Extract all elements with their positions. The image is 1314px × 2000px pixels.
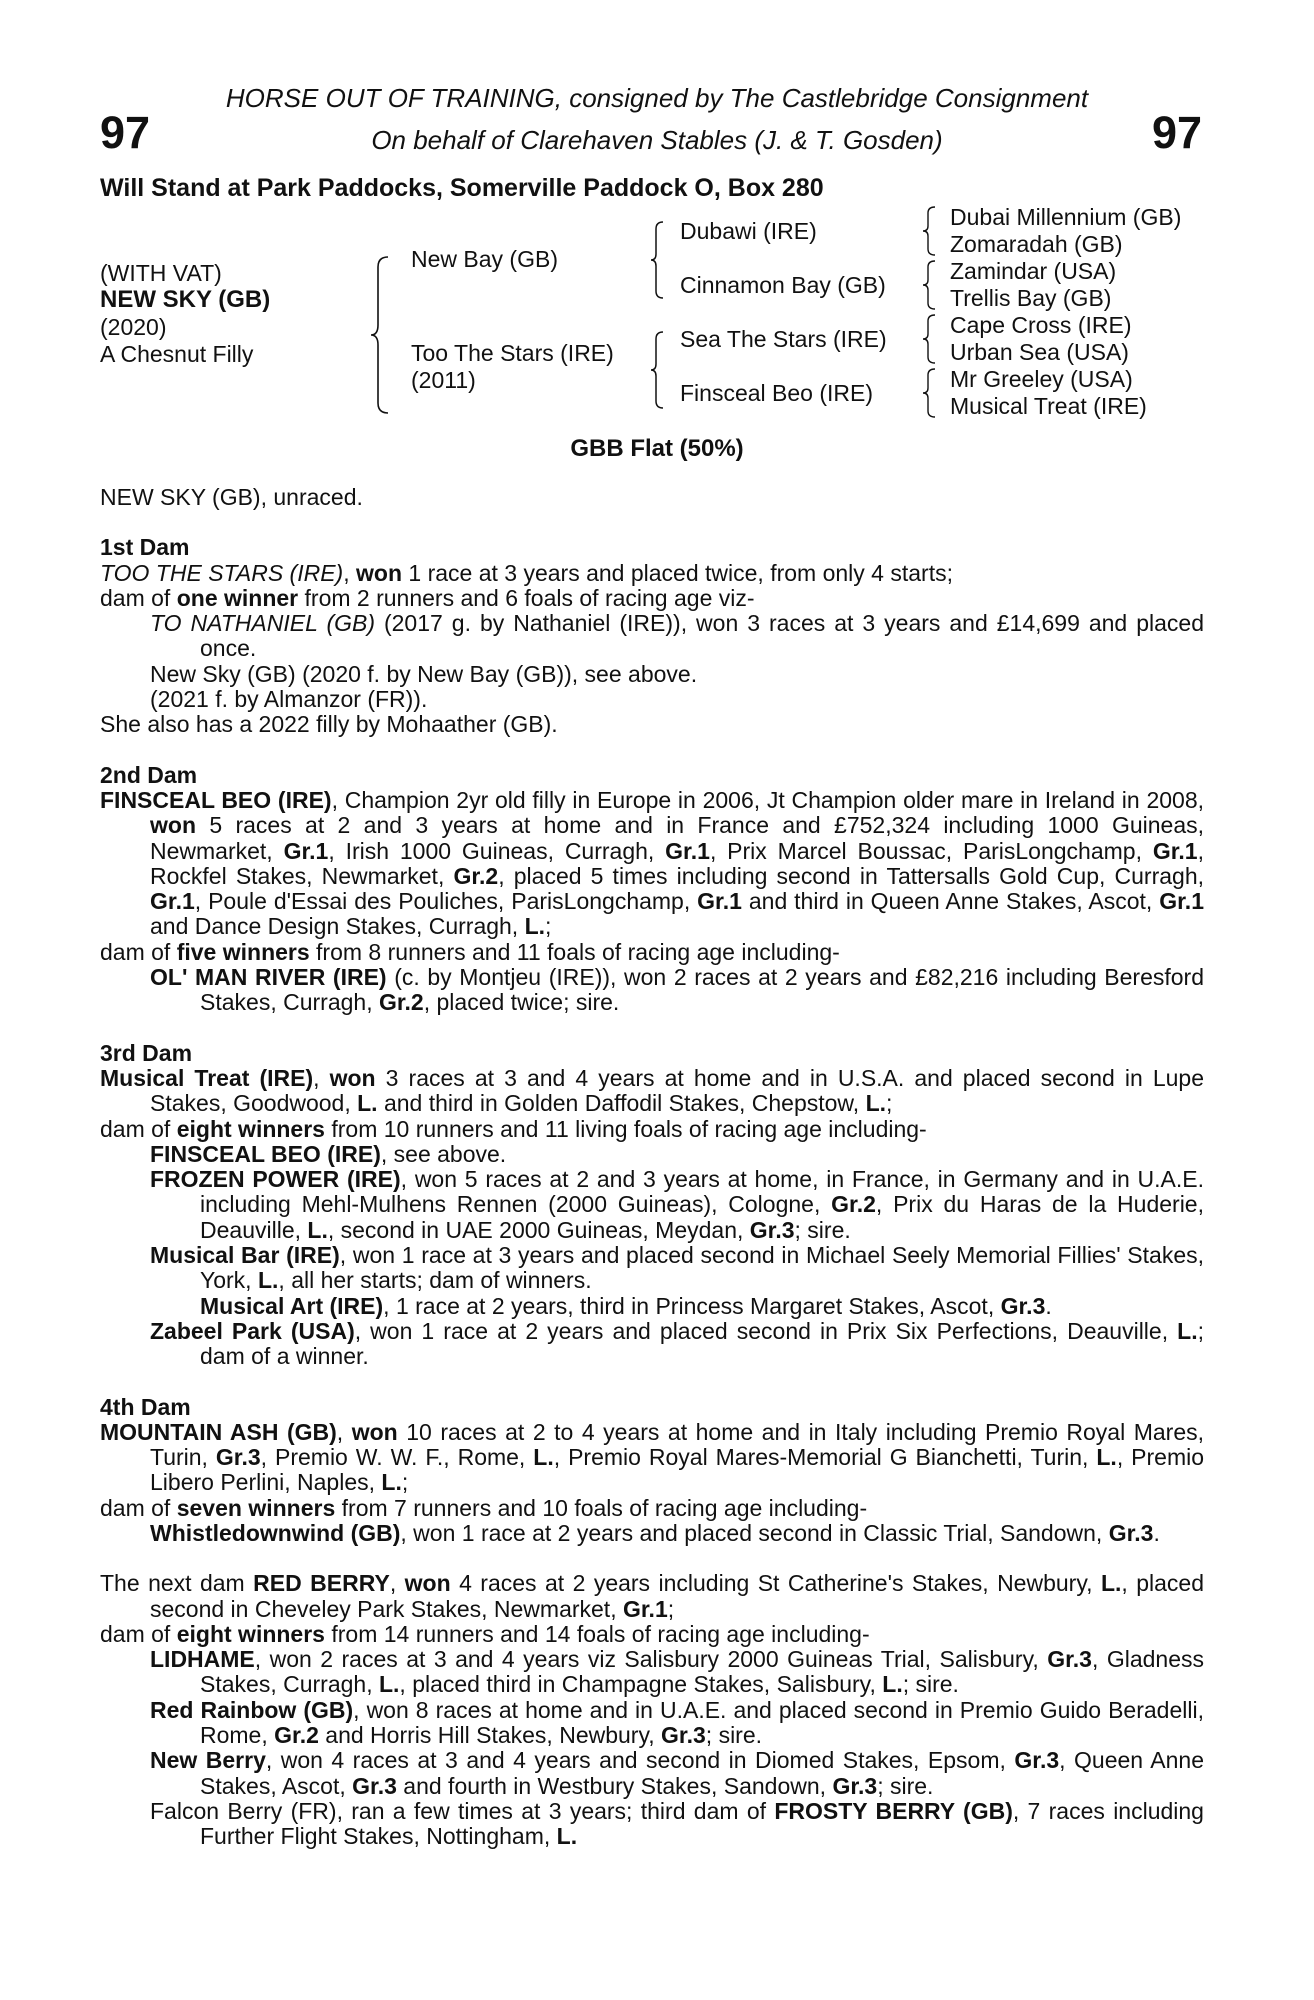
horse-year: (2020): [100, 314, 167, 340]
pedigree-brace-sire: [650, 220, 664, 300]
sire-sire: Dubawi (IRE): [680, 218, 817, 244]
pedigree-brace-dam: [650, 330, 664, 410]
produce-entry: Zabeel Park (USA), won 1 race at 2 years and placed second in Prix Six Perfections, Deauville, L.; dam of a winner.: [150, 1317, 1204, 1370]
lot-number-right: 97: [1151, 107, 1202, 158]
produce-note: She also has a 2022 filly by Mohaather (GB).: [100, 711, 558, 738]
intro-line: NEW SKY (GB), unraced.: [100, 484, 363, 510]
dam-name: Too The Stars (IRE): [411, 340, 614, 366]
second-dam-produce: dam of five winners from 8 runners and 11 foals of racing age including-: [100, 938, 840, 965]
dam-sire: Sea The Stars (IRE): [680, 326, 887, 352]
second-dam-text: FINSCEAL BEO (IRE), Champion 2yr old filly in Europe in 2006, Jt Champion older mare in Ireland in 2008, won 5 races at 2 and 3 years at home and in France and £752,324 including 1000 Guineas, Newmarket, Gr.1, Irish 1000 Guineas, Curragh, Gr.1, Prix Marcel Boussac, ParisLongchamp, Gr.1, Rockfel Stakes, Newmarket, Gr.2, placed 5 times including second in Tattersalls Gold Cup, Curragh, Gr.1, Poule d'Essai des Pouliches, ParisLongchamp, Gr.1 and third in Queen Anne Stakes, Ascot, Gr.1 and Dance Design Stakes, Curragh, L.;: [100, 786, 1205, 940]
pedigree-brace-g3-2: [922, 259, 936, 311]
first-dam-heading: 1st Dam: [100, 534, 190, 561]
horse-description: A Chesnut Filly: [100, 341, 254, 367]
ancestor-5: Cape Cross (IRE): [950, 312, 1132, 338]
ancestor-2: Zomaradah (GB): [950, 231, 1123, 257]
next-dam-text: The next dam RED BERRY, won 4 races at 2 years including St Catherine's Stakes, Newbury, L., placed second in Cheveley Park Stakes, Newmarket, Gr.1;: [100, 1570, 1204, 1622]
third-dam-heading: 3rd Dam: [100, 1039, 193, 1066]
dam-dam: Finsceal Beo (IRE): [680, 380, 874, 406]
sire-name: New Bay (GB): [411, 246, 558, 272]
third-dam-produce: dam of eight winners from 10 runners and 11 living foals of racing age including-: [100, 1115, 927, 1142]
produce-entry: Musical Bar (IRE), won 1 race at 3 years and placed second in Michael Seely Memorial Fillies' Stakes, York, L., all her starts; dam of winners.: [150, 1242, 1205, 1294]
pedigree-brace-g3-4: [922, 367, 936, 419]
sire-dam: Cinnamon Bay (GB): [680, 272, 886, 298]
second-dam-heading: 2nd Dam: [100, 761, 198, 788]
next-dam-produce: dam of eight winners from 14 runners and 14 foals of racing age including-: [100, 1620, 870, 1647]
fourth-dam-produce: dam of seven winners from 7 runners and 10 foals of racing age including-: [100, 1494, 868, 1521]
produce-entry: Red Rainbow (GB), won 8 races at home and in U.A.E. and placed second in Premio Guido Beradelli, Rome, Gr.2 and Horris Hill Stakes, Newbury, Gr.3; sire.: [150, 1696, 1204, 1749]
pedigree-brace-g3-1: [922, 205, 936, 257]
third-dam-text: Musical Treat (IRE), won 3 races at 3 and 4 years at home and in U.S.A. and placed second in Lupe Stakes, Goodwood, L. and third in Golden Daffodil Stakes, Chepstow, L.;: [100, 1064, 1205, 1117]
consignment-line: HORSE OUT OF TRAINING, consigned by The Castlebridge Consignment: [225, 83, 1089, 113]
ancestor-1: Dubai Millennium (GB): [950, 204, 1182, 230]
ancestor-6: Urban Sea (USA): [950, 339, 1129, 365]
first-dam-produce: dam of one winner from 2 runners and 6 foals of racing age viz-: [100, 584, 755, 611]
pedigree-brace-main: [370, 255, 390, 415]
ancestor-4: Trellis Bay (GB): [950, 285, 1112, 311]
vat-note: (WITH VAT): [100, 260, 222, 286]
produce-entry: TO NATHANIEL (GB) (2017 g. by Nathaniel (IRE)), won 3 races at 3 years and £14,699 and placed once.: [150, 610, 1204, 662]
produce-entry: New Berry, won 4 races at 3 and 4 years and second in Diomed Stakes, Epsom, Gr.3, Queen Anne Stakes, Ascot, Gr.3 and fourth in Westbury Stakes, Sandown, Gr.3; sire.: [150, 1747, 1204, 1799]
ancestor-3: Zamindar (USA): [950, 258, 1117, 284]
lot-number-left: 97: [100, 107, 151, 158]
produce-entry: FINSCEAL BEO (IRE), see above.: [150, 1140, 507, 1167]
produce-entry: Falcon Berry (FR), ran a few times at 3 years; third dam of FROSTY BERRY (GB), 7 races including Further Flight Stakes, Nottingham, L.: [150, 1797, 1204, 1850]
pedigree-brace-g3-3: [922, 313, 936, 365]
stand-location: Will Stand at Park Paddocks, Somerville Paddock O, Box 280: [100, 174, 824, 202]
ancestor-8: Musical Treat (IRE): [950, 393, 1147, 419]
produce-entry: LIDHAME, won 2 races at 3 and 4 years viz Salisbury 2000 Guineas Trial, Salisbury, Gr.3, Gladness Stakes, Curragh, L., placed third in Champagne Stakes, Salisbury, L.; sire.: [150, 1646, 1204, 1698]
ancestor-7: Mr Greeley (USA): [950, 366, 1133, 392]
fourth-dam-heading: 4th Dam: [100, 1393, 191, 1420]
first-dam-text: TOO THE STARS (IRE), won 1 race at 3 years and placed twice, from only 4 starts;: [100, 559, 953, 586]
produce-entry: OL' MAN RIVER (IRE) (c. by Montjeu (IRE)), won 2 races at 2 years and £82,216 including Beresford Stakes, Curragh, Gr.2, placed twice; sire.: [150, 964, 1204, 1016]
catalogue-body: [100, 485, 1204, 1850]
produce-entry: Whistledownwind (GB), won 1 race at 2 years and placed second in Classic Trial, Sandown, Gr.3.: [150, 1519, 1160, 1546]
horse-name: NEW SKY (GB): [100, 286, 271, 313]
behalf-line: On behalf of Clarehaven Stables (J. & T. Gosden): [371, 125, 943, 155]
produce-entry: Musical Art (IRE), 1 race at 2 years, third in Princess Margaret Stakes, Ascot, Gr.3.: [200, 1292, 1052, 1319]
produce-entry: (2021 f. by Almanzor (FR)).: [150, 686, 428, 713]
produce-entry: FROZEN POWER (IRE), won 5 races at 2 and 3 years at home, in France, in Germany and in U.A.E. including Mehl-Mulhens Rennen (2000 Guineas), Cologne, Gr.2, Prix du Haras de la Huderie, Deauville, L., second in UAE 2000 Guineas, Meydan, Gr.3; sire.: [150, 1166, 1204, 1243]
dam-year: (2011): [411, 367, 476, 393]
produce-entry: New Sky (GB) (2020 f. by New Bay (GB)), see above.: [150, 660, 698, 687]
fourth-dam-text: MOUNTAIN ASH (GB), won 10 races at 2 to 4 years at home and in Italy including Premio Royal Mares, Turin, Gr.3, Premio W. W. F., Rome, L., Premio Royal Mares-Memorial G Bianchetti, Turin, L., Premio Libero Perlini, Naples, L.;: [100, 1418, 1205, 1496]
bonus-scheme: GBB Flat (50%): [570, 435, 744, 462]
